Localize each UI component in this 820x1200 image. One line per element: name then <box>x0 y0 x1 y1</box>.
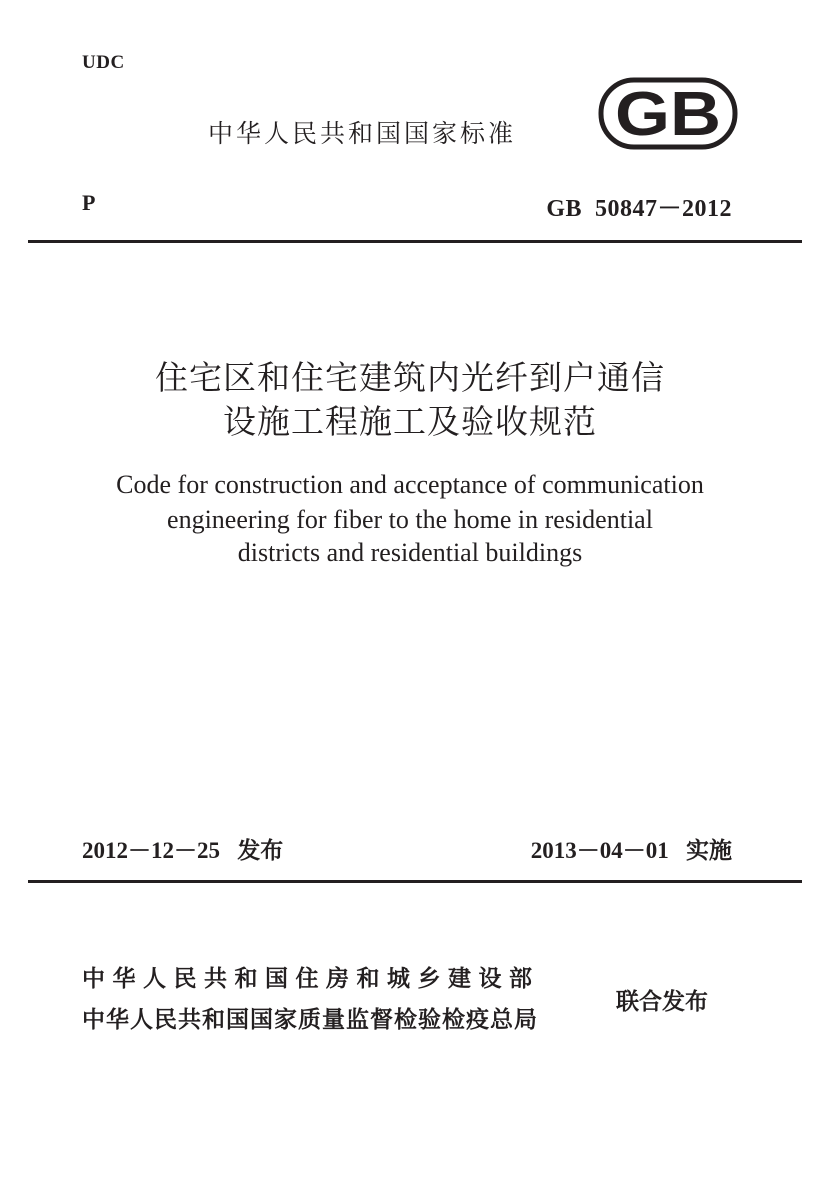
udc-label: UDC <box>82 52 125 73</box>
bottom-divider <box>28 880 802 883</box>
issue-label: 发布 <box>237 838 284 864</box>
publisher-line2: 中华人民共和国国家质量监督检验检疫总局 <box>82 1007 538 1033</box>
title-en-line3: districts and residential buildings <box>237 538 583 567</box>
top-divider <box>28 240 802 243</box>
joint-publish-label: 联合发布 <box>616 989 708 1015</box>
issue-date-block <box>82 832 283 865</box>
issue-date: 2012－12－25 <box>82 838 220 863</box>
title-cn-line2: 设施工程施工及验收规范 <box>223 402 597 441</box>
standard-number: GB 50847－2012 <box>546 196 732 222</box>
effective-label: 实施 <box>686 838 732 864</box>
standard-name: 中华人民共和国国家标准 <box>208 119 517 148</box>
gb-logo-graphic <box>597 76 739 151</box>
category-code: P <box>82 190 96 215</box>
gb-logo <box>597 76 739 151</box>
effective-date-block <box>531 832 732 865</box>
title-en-line1: Code for construction and acceptance of communication <box>116 470 704 499</box>
gb-logo-text: GB <box>615 80 721 149</box>
effective-date: 2013－04－01 <box>530 838 669 863</box>
title-en-line2: engineering for fiber to the home in residential <box>167 505 653 534</box>
publisher-line1: 中华人民共和国住房和城乡建设部 <box>82 966 540 992</box>
title-cn-line1: 住宅区和住宅建筑内光纤到户通信 <box>155 358 665 397</box>
